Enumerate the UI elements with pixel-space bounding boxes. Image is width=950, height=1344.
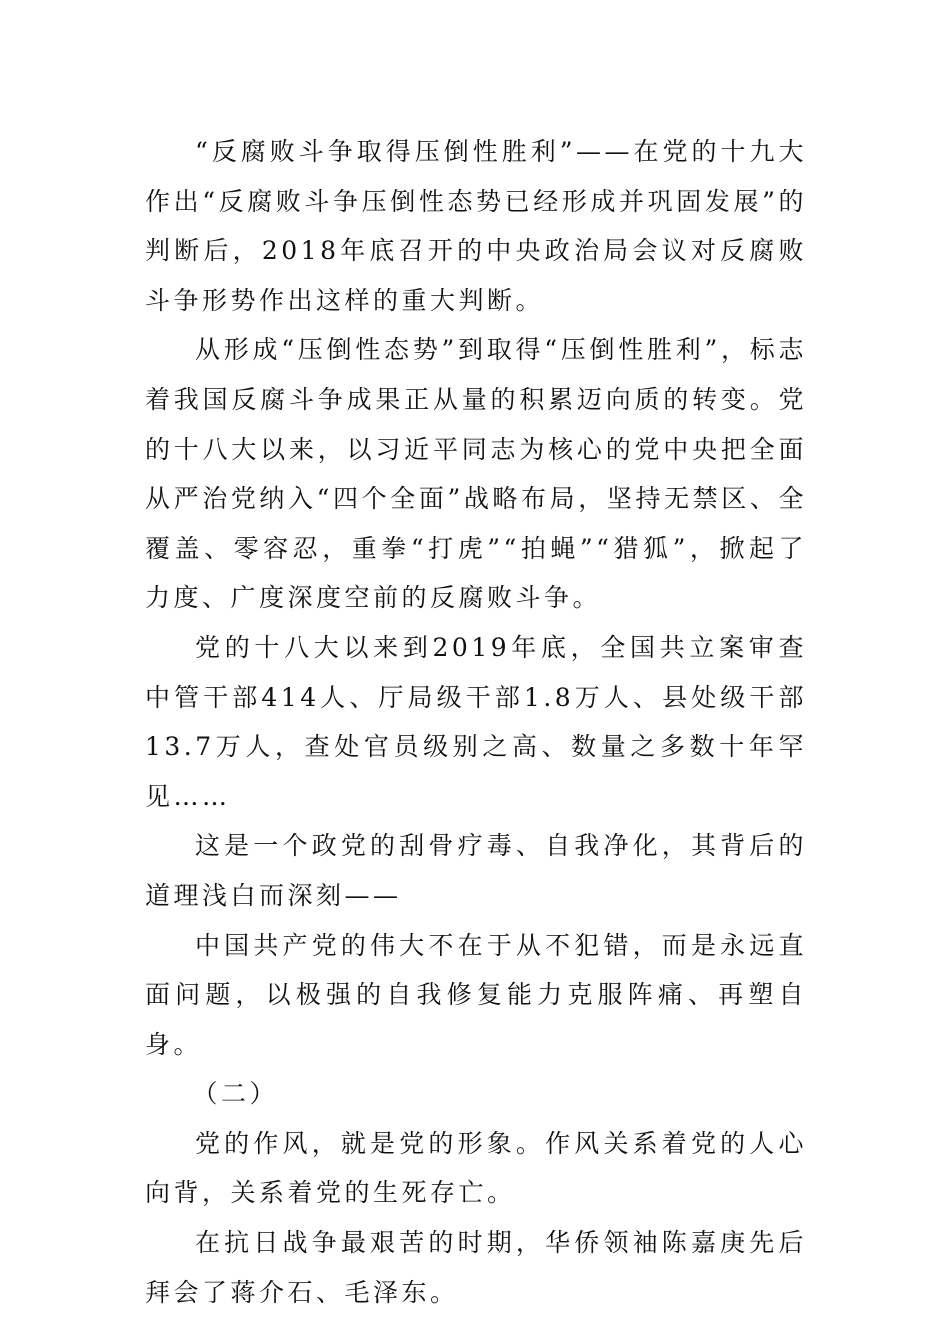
paragraph: 党的作风，就是党的形象。作风关系着党的人心向背，关系着党的生死存亡。 — [145, 1128, 807, 1208]
section-heading: （二） — [192, 1079, 279, 1109]
paragraph: 在抗日战争最艰苦的时期，华侨领袖陈嘉庚先后拜会了蒋介石、毛泽东。 — [145, 1228, 807, 1307]
paragraph: 党的十八大以来到2019年底，全国共立案审查中管干部414人、厅局级干部1.8万人、县处级干部13.7万人，查处官员级别之高、数量之多数十年罕见…… — [145, 632, 807, 811]
paragraph: 从形成“压倒性态势”到取得“压倒性胜利”，标志着我国反腐斗争成果正从量的积累迈向质的转变。党的十八大以来，以习近平同志为核心的党中央把全面从严治党纳入“四个全面”战略布局，坚持无禁区、全覆盖、零容忍，重拳“打虎”“拍蝇”“猎狐”，掀起了力度、广度深度空前的反腐败斗争。 — [145, 335, 807, 613]
document-body — [145, 127, 807, 1317]
paragraph: 这是一个政党的刮骨疗毒、自我净化，其背后的道理浅白而深刻—— — [145, 831, 807, 910]
paragraph: 中国共产党的伟大不在于从不犯错，而是永远直面问题，以极强的自我修复能力克服阵痛、再塑自身。 — [145, 930, 807, 1059]
paragraph: “反腐败斗争取得压倒性胜利”——在党的十九大作出“反腐败斗争压倒性态势已经形成并巩固发展”的判断后，2018年底召开的中央政治局会议对反腐败斗争形势作出这样的重大判断。 — [145, 137, 807, 315]
